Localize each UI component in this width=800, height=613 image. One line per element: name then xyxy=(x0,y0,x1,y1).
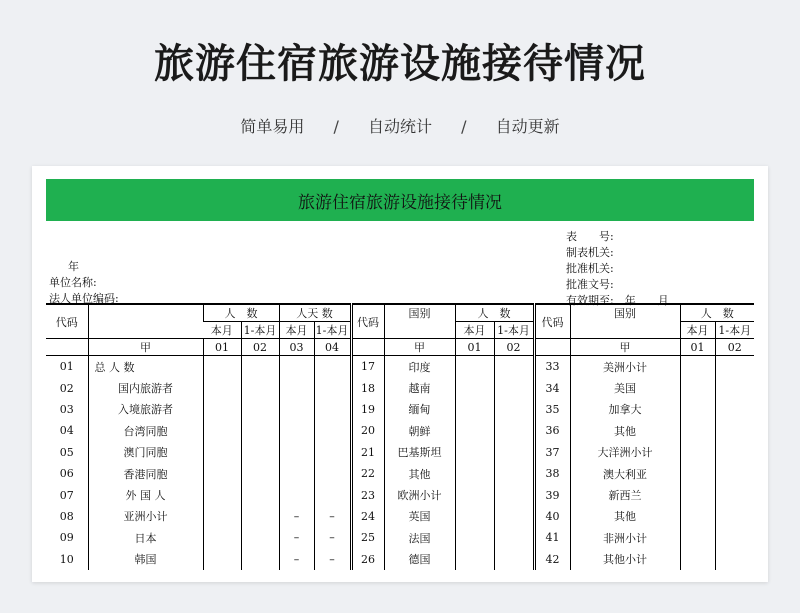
col-01: 01 xyxy=(203,339,241,356)
cell-people-ytd xyxy=(241,506,279,527)
cell-people-month xyxy=(680,549,715,570)
cell-people-month xyxy=(455,399,494,420)
row-code: 02 xyxy=(59,381,74,395)
cell-people-ytd xyxy=(241,549,279,570)
cell-people-ytd xyxy=(494,356,534,378)
cell-people-month xyxy=(455,377,494,398)
col-code-blank xyxy=(351,339,384,356)
table-row xyxy=(46,399,754,420)
row-category: 香港同胞 xyxy=(88,463,203,484)
col-code-blank xyxy=(46,339,88,356)
cell-people-month xyxy=(203,420,241,441)
cell-days-month xyxy=(279,463,314,484)
cell-days-ytd xyxy=(314,377,351,398)
row-code: 21 xyxy=(351,442,384,463)
col-jia: 甲 xyxy=(384,339,455,356)
tag-auto-update: 自动更新 xyxy=(495,117,560,136)
cell-people-ytd xyxy=(241,377,279,398)
cell-people-ytd xyxy=(241,442,279,463)
row-code: 37 xyxy=(534,442,570,463)
row-code: 34 xyxy=(534,377,570,398)
row-country: 巴基斯坦 xyxy=(384,442,455,463)
table-row xyxy=(46,463,754,484)
cell-days-month xyxy=(279,484,314,505)
cell-days-month: – xyxy=(279,527,314,548)
meta-approval-no: 批准文号: xyxy=(566,278,614,291)
cell-people-month xyxy=(455,463,494,484)
cell-people-ytd xyxy=(715,399,754,420)
cell-people-month xyxy=(455,420,494,441)
row-code: 41 xyxy=(534,527,570,548)
row-code: 38 xyxy=(534,463,570,484)
cell-people-ytd xyxy=(715,463,754,484)
row-code: 24 xyxy=(351,506,384,527)
row-country: 欧洲小计 xyxy=(384,484,455,505)
sheet-banner-title: 旅游住宿旅游设施接待情况 xyxy=(46,179,754,221)
row-code: 07 xyxy=(59,488,74,502)
col-country-blank xyxy=(384,322,455,339)
meta-legal-unit-code: 法人单位编码: xyxy=(49,292,119,305)
cell-people-ytd xyxy=(494,442,534,463)
col-01: 01 xyxy=(680,339,715,356)
cell-days-month xyxy=(279,442,314,463)
row-code: 10 xyxy=(59,552,74,566)
row-category: 亚洲小计 xyxy=(88,506,203,527)
col-people: 人 数 xyxy=(680,304,754,322)
col-this-month: 本月 xyxy=(203,322,241,339)
table-row xyxy=(46,442,754,463)
row-code: 04 xyxy=(59,424,74,438)
row-category: 韩国 xyxy=(88,549,203,570)
col-ytd: 1-本月 xyxy=(241,322,279,339)
cell-people-month xyxy=(203,442,241,463)
cell-days-ytd: – xyxy=(314,506,351,527)
col-people: 人 数 xyxy=(203,304,279,322)
row-country: 非洲小计 xyxy=(570,527,680,548)
tag-auto-stat: 自动统计 xyxy=(367,117,432,136)
cell-people-month xyxy=(680,399,715,420)
cell-people-ytd xyxy=(494,377,534,398)
col-code: 代码 xyxy=(534,304,570,339)
row-country: 法国 xyxy=(384,527,455,548)
cell-days-ytd xyxy=(314,399,351,420)
row-code: 20 xyxy=(351,420,384,441)
row-country: 澳大利亚 xyxy=(570,463,680,484)
meta-issuer: 制表机关: xyxy=(566,246,614,259)
cell-people-ytd xyxy=(715,420,754,441)
row-code: 35 xyxy=(534,399,570,420)
row-country: 印度 xyxy=(384,356,455,378)
cell-people-ytd xyxy=(494,399,534,420)
cell-days-ytd xyxy=(314,420,351,441)
col-people: 人 数 xyxy=(455,304,534,322)
col-ytd: 1-本月 xyxy=(314,322,351,339)
meta-form-no: 表 号: xyxy=(566,230,614,243)
col-this-month: 本月 xyxy=(455,322,494,339)
col-this-month: 本月 xyxy=(680,322,715,339)
cell-people-month xyxy=(680,484,715,505)
col-code: 代码 xyxy=(46,304,88,339)
cell-people-ytd xyxy=(494,549,534,570)
meta-valid-until: 有效期至: 年 月 xyxy=(566,294,669,307)
row-code: 25 xyxy=(351,527,384,548)
feature-tags xyxy=(0,114,800,137)
table-row xyxy=(46,356,754,378)
cell-people-ytd xyxy=(241,420,279,441)
cell-days-month xyxy=(279,377,314,398)
cell-days-ytd xyxy=(314,463,351,484)
row-country: 新西兰 xyxy=(570,484,680,505)
row-code: 09 xyxy=(59,531,74,545)
row-category: 总 人 数 xyxy=(88,356,203,378)
cell-people-month xyxy=(203,463,241,484)
row-code: 05 xyxy=(59,445,74,459)
cell-days-month xyxy=(279,356,314,378)
reception-table xyxy=(46,303,754,570)
table-row xyxy=(46,420,754,441)
col-03: 03 xyxy=(279,339,314,356)
cell-people-month xyxy=(680,356,715,378)
row-country: 加拿大 xyxy=(570,399,680,420)
cell-people-ytd xyxy=(494,484,534,505)
cell-people-month xyxy=(455,549,494,570)
row-category: 入境旅游者 xyxy=(88,399,203,420)
col-ytd: 1-本月 xyxy=(715,322,754,339)
row-country: 美国 xyxy=(570,377,680,398)
row-country: 英国 xyxy=(384,506,455,527)
row-code: 22 xyxy=(351,463,384,484)
spreadsheet-preview xyxy=(32,166,768,582)
cell-people-month xyxy=(203,377,241,398)
row-country: 其他 xyxy=(384,463,455,484)
cell-people-ytd xyxy=(494,506,534,527)
row-code: 42 xyxy=(534,549,570,570)
row-code: 40 xyxy=(534,506,570,527)
cell-people-month xyxy=(203,506,241,527)
col-jia: 甲 xyxy=(88,339,203,356)
col-01: 01 xyxy=(455,339,494,356)
cell-people-ytd xyxy=(715,377,754,398)
cell-days-ytd xyxy=(314,442,351,463)
cell-days-month: – xyxy=(279,506,314,527)
col-02: 02 xyxy=(715,339,754,356)
col-country: 国别 xyxy=(570,304,680,322)
row-category: 澳门同胞 xyxy=(88,442,203,463)
cell-people-month xyxy=(203,527,241,548)
cell-people-ytd xyxy=(241,463,279,484)
row-category: 台湾同胞 xyxy=(88,420,203,441)
cell-people-ytd xyxy=(715,356,754,378)
col-code: 代码 xyxy=(351,304,384,339)
row-country: 其他 xyxy=(570,506,680,527)
col-category xyxy=(88,304,203,339)
table-row xyxy=(46,527,754,548)
row-country: 美洲小计 xyxy=(570,356,680,378)
tag-separator: / xyxy=(333,117,339,136)
page-title: 旅游住宿旅游设施接待情况 xyxy=(154,41,646,87)
cell-people-ytd xyxy=(241,484,279,505)
cell-people-month xyxy=(680,442,715,463)
cell-people-month xyxy=(203,356,241,378)
col-02: 02 xyxy=(241,339,279,356)
row-category: 国内旅游者 xyxy=(88,377,203,398)
row-code: 36 xyxy=(534,420,570,441)
col-country-blank xyxy=(570,322,680,339)
row-code: 08 xyxy=(59,509,74,523)
row-country: 其他 xyxy=(570,420,680,441)
cell-people-month xyxy=(680,420,715,441)
row-code: 18 xyxy=(351,377,384,398)
row-category: 日本 xyxy=(88,527,203,548)
row-code: 23 xyxy=(351,484,384,505)
tag-separator: / xyxy=(461,117,467,136)
cell-people-month xyxy=(455,527,494,548)
meta-unit-name: 单位名称: xyxy=(49,276,97,289)
cell-people-month xyxy=(203,399,241,420)
row-country: 越南 xyxy=(384,377,455,398)
tag-easy: 简单易用 xyxy=(240,117,305,136)
meta-approver: 批准机关: xyxy=(566,262,614,275)
cell-people-ytd xyxy=(715,484,754,505)
table-row xyxy=(46,377,754,398)
cell-days-month: – xyxy=(279,549,314,570)
table-row xyxy=(46,549,754,570)
cell-people-month xyxy=(203,549,241,570)
row-code: 17 xyxy=(351,356,384,378)
col-this-month: 本月 xyxy=(279,322,314,339)
row-code: 33 xyxy=(534,356,570,378)
row-category: 外 国 人 xyxy=(88,484,203,505)
cell-people-month xyxy=(680,506,715,527)
table-row xyxy=(46,484,754,505)
cell-days-ytd: – xyxy=(314,549,351,570)
col-02: 02 xyxy=(494,339,534,356)
cell-people-month xyxy=(680,463,715,484)
cell-days-month xyxy=(279,399,314,420)
table-row xyxy=(46,506,754,527)
col-04: 04 xyxy=(314,339,351,356)
cell-people-ytd xyxy=(241,399,279,420)
cell-people-month xyxy=(455,484,494,505)
row-country: 德国 xyxy=(384,549,455,570)
cell-people-ytd xyxy=(494,463,534,484)
cell-people-month xyxy=(680,377,715,398)
row-country: 朝鲜 xyxy=(384,420,455,441)
col-country: 国别 xyxy=(384,304,455,322)
cell-people-month xyxy=(455,442,494,463)
cell-people-month xyxy=(203,484,241,505)
row-code: 26 xyxy=(351,549,384,570)
row-code: 19 xyxy=(351,399,384,420)
cell-days-month xyxy=(279,420,314,441)
row-code: 01 xyxy=(59,360,74,374)
cell-people-ytd xyxy=(715,442,754,463)
row-code: 06 xyxy=(59,467,74,481)
cell-people-ytd xyxy=(241,527,279,548)
cell-people-ytd xyxy=(715,506,754,527)
row-code: 03 xyxy=(59,402,74,416)
col-jia: 甲 xyxy=(570,339,680,356)
cell-people-ytd xyxy=(715,527,754,548)
cell-people-ytd xyxy=(494,527,534,548)
row-country: 其他小计 xyxy=(570,549,680,570)
cell-people-ytd xyxy=(494,420,534,441)
cell-people-month xyxy=(680,527,715,548)
cell-people-month xyxy=(455,356,494,378)
cell-people-ytd xyxy=(715,549,754,570)
row-country: 大洋洲小计 xyxy=(570,442,680,463)
cell-people-month xyxy=(455,506,494,527)
cell-days-ytd: – xyxy=(314,527,351,548)
cell-days-ytd xyxy=(314,356,351,378)
cell-days-ytd xyxy=(314,484,351,505)
cell-people-ytd xyxy=(241,356,279,378)
row-code: 39 xyxy=(534,484,570,505)
row-country: 缅甸 xyxy=(384,399,455,420)
col-person-days: 人天 数 xyxy=(279,304,351,322)
col-ytd: 1-本月 xyxy=(494,322,534,339)
col-code-blank xyxy=(534,339,570,356)
meta-year: 年 xyxy=(68,260,79,273)
